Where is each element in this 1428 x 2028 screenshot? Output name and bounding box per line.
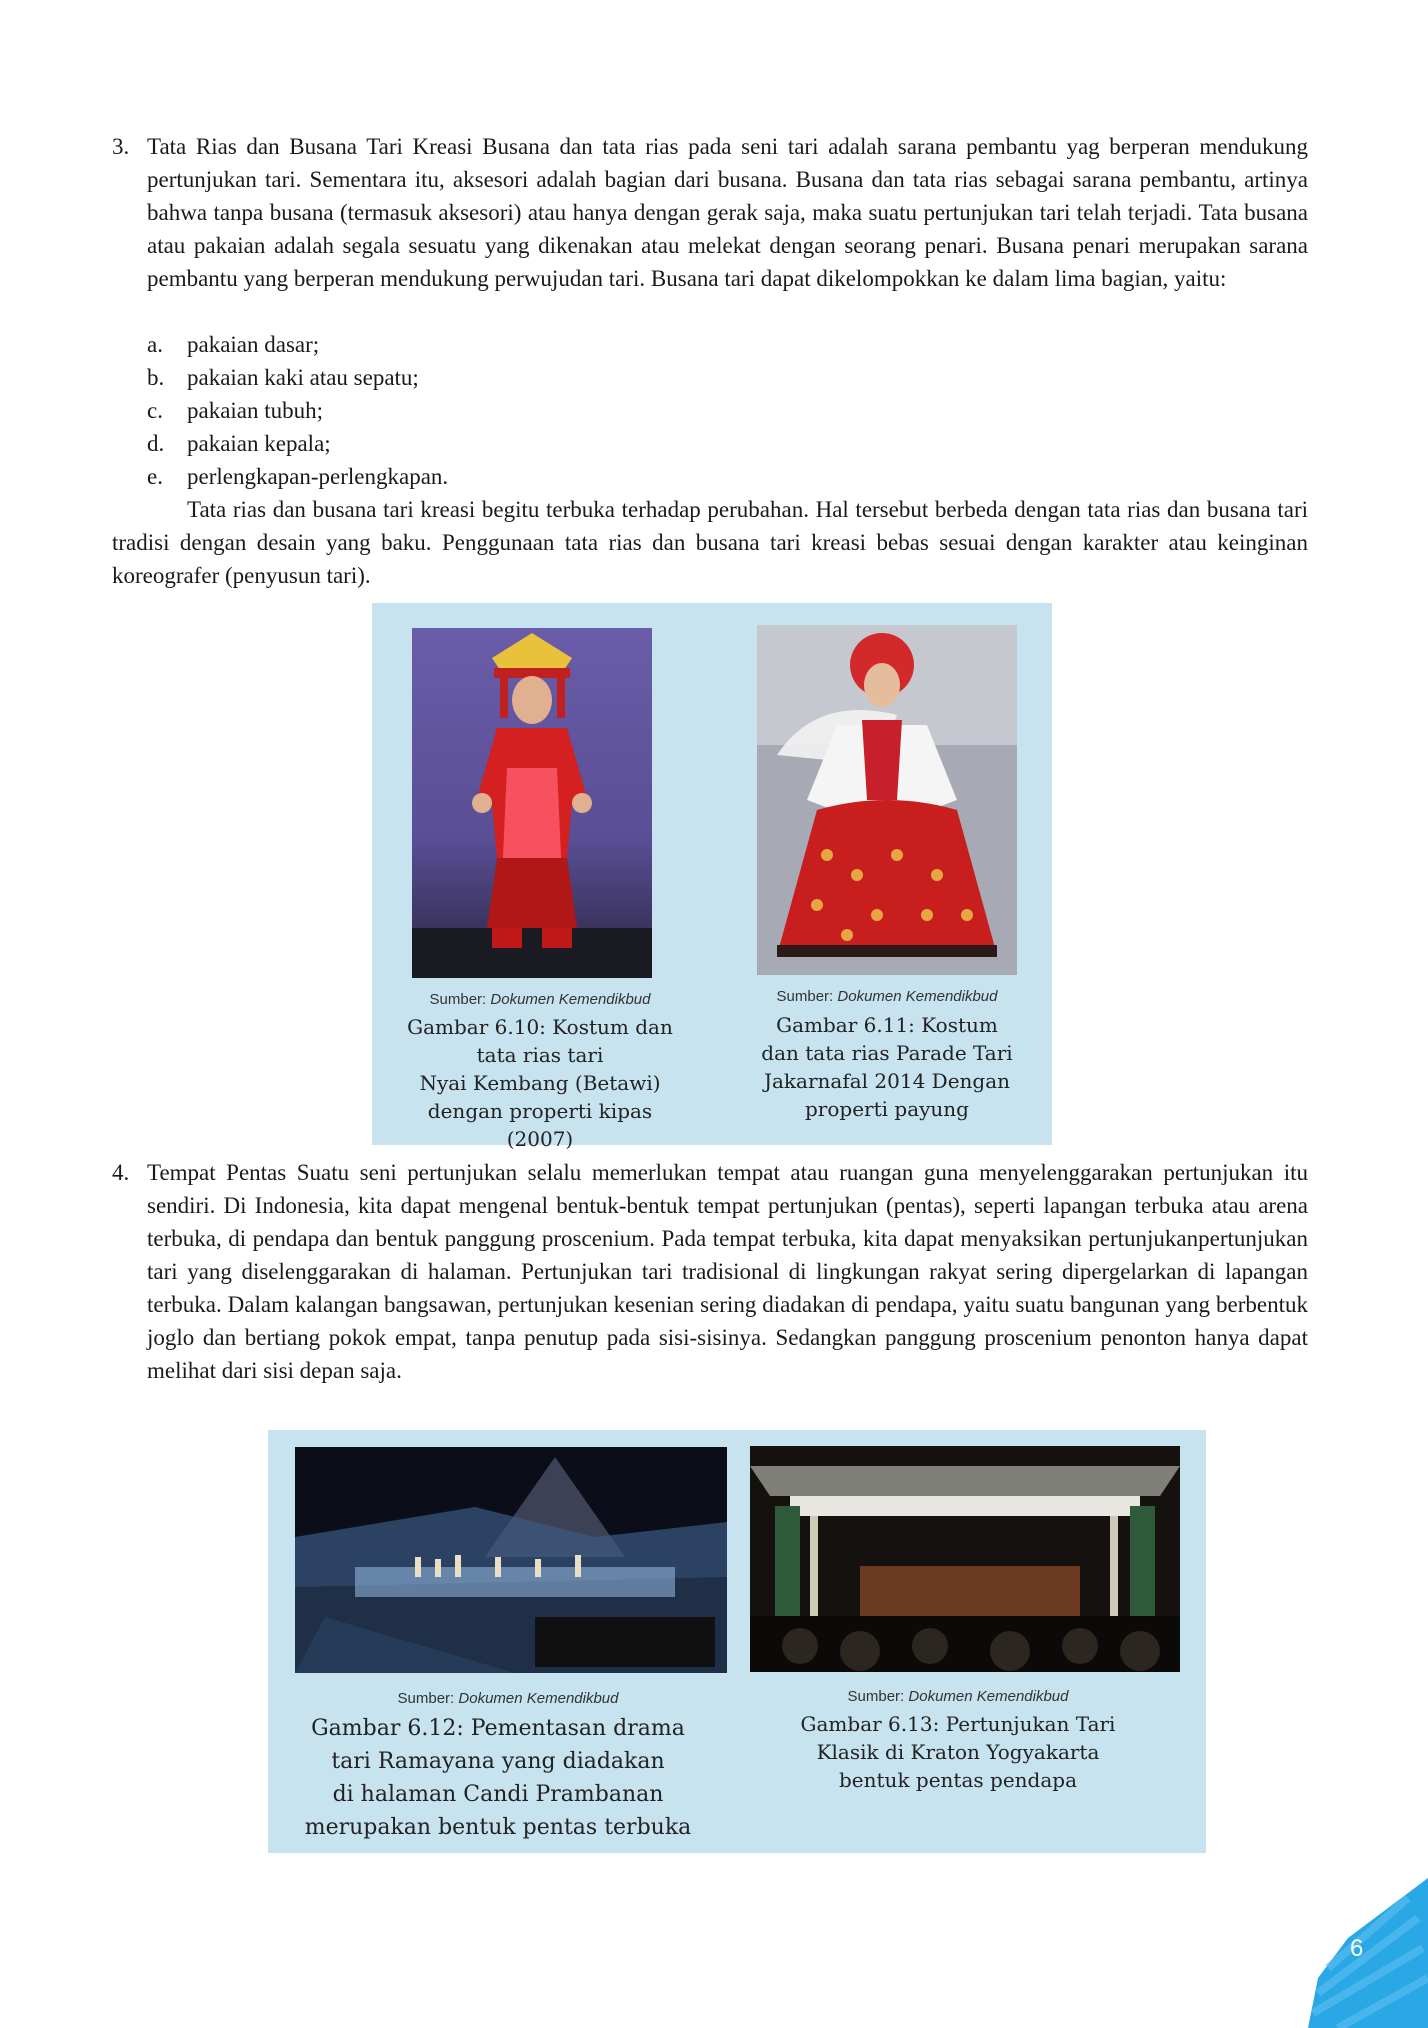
figure-6-10-source: Sumber: Dokumen Kemendikbud [429, 991, 651, 1008]
list-item: c. pakaian tubuh; [147, 398, 324, 423]
list-item: a. pakaian dasar; [147, 332, 320, 357]
photo-jakarnafal [757, 625, 1017, 975]
figure-6-11-source: Sumber: Dokumen Kemendikbud [776, 988, 998, 1005]
photo-kraton-pendapa [750, 1446, 1180, 1672]
figure-6-11-caption: Gambar 6.11: Kostum dan tata rias Parade Tari Jakarnafal 2014 Dengan properti payung [761, 1013, 1013, 1121]
list-item: d. pakaian kepala; [147, 431, 331, 456]
page-number: 6 [1350, 1935, 1364, 1962]
section-3-paragraph: Tata Rias dan Busana Tari Kreasi Busana dan tata rias pada seni tari adalah sarana pembantu yag berperan mendukung pertunjukan tari. Sementara itu, aksesori adalah bagian dari busana. Busana dan tata rias sebagai sarana pembantu, artinya bahwa tanpa busana (termasuk aksesori) atau hanya dengan gerak saja, maka suatu pertunjukan tari telah terjadi. Tata busana atau pakaian adalah segala sesuatu yang dikenakan atau melekat dengan seorang penari. Busana penari merupakan sarana pembantu yang berperan mendukung perwujudan tari. Busana tari dapat dikelompokkan ke dalam lima bagian, yaitu: [147, 134, 1308, 291]
figure-6-10-caption: Gambar 6.10: Kostum dan tata rias tari Nyai Kembang (Betawi) dengan properti kipas (2007) [407, 1015, 673, 1151]
section-4-paragraph: Tempat Pentas Suatu seni pertunjukan selalu memerlukan tempat atau ruangan guna menyelenggarakan pertunjukan itu sendiri. Di Indonesia, kita dapat mengenal bentuk-bentuk tempat pertunjukan (pentas), seperti lapangan terbuka atau arena terbuka, di pendapa dan bentuk panggung proscenium. Pada tempat terbuka, kita dapat menyaksikan pertunjukanpertunjukan tari yang diselenggarakan di halaman. Pertunjukan tari tradisional di lingkungan rakyat sering dipergelarkan di lapangan terbuka. Dalam kalangan bangsawan, pertunjukan kesenian sering diadakan di pendapa, yaitu suatu bangunan yang berbentuk joglo dan bertiang pokok empat, tanpa penutup pada sisi-sisinya. Sedangkan panggung proscenium penonton hanya dapat melihat dari sisi depan saja. [147, 1160, 1308, 1383]
section-3-closing: Tata rias dan busana tari kreasi begitu terbuka terhadap perubahan. Hal tersebut berbeda dengan tata rias dan busana tari tradisi dengan desain yang baku. Penggunaan tata rias dan busana tari kreasi bebas sesuai dengan karakter atau keinginan koreografer (penyusun tari). [112, 497, 1308, 588]
photo-nyai-kembang [412, 628, 652, 978]
figure-6-13-caption: Gambar 6.13: Pertunjukan Tari Klasik di Kraton Yogyakarta bentuk pentas pendapa [800, 1712, 1116, 1792]
photo-prambanan-stage [295, 1447, 727, 1673]
figure-6-12-source: Sumber: Dokumen Kemendikbud [397, 1690, 619, 1707]
figure-costumes [372, 603, 1052, 1151]
section-3-number: 3. [112, 134, 130, 159]
list-item: e. perlengkapan-perlengkapan. [147, 464, 449, 489]
figure-6-12-caption: Gambar 6.12: Pementasan drama tari Ramayana yang diadakan di halaman Candi Prambanan merupakan bentuk pentas terbuka [304, 1716, 692, 1840]
section-4-number: 4. [112, 1160, 130, 1185]
figure-6-13-source: Sumber: Dokumen Kemendikbud [847, 1688, 1069, 1705]
list-item: b. pakaian kaki atau sepatu; [147, 365, 419, 390]
figure-stages [268, 1430, 1206, 1853]
